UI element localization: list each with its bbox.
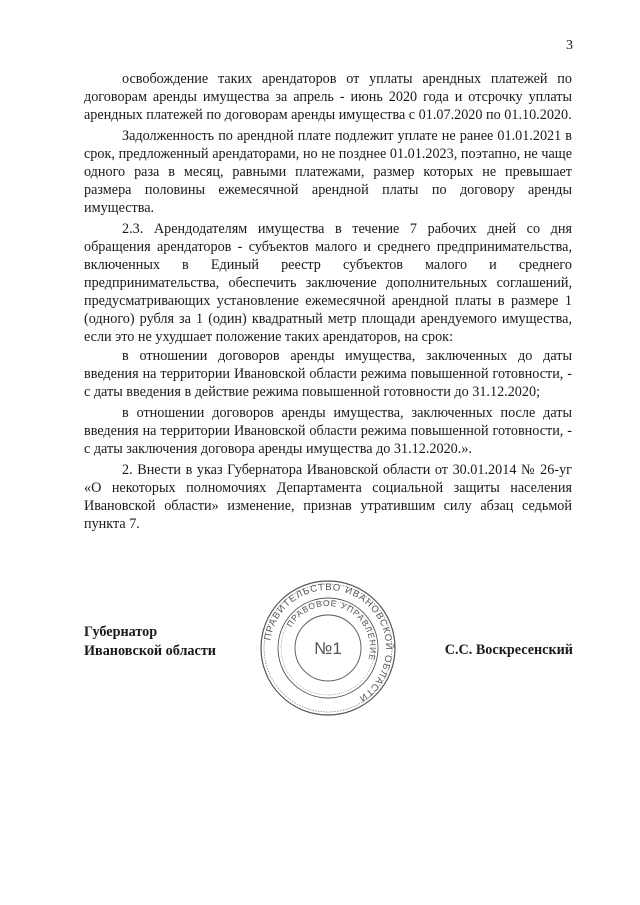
stamp-number: №1 (314, 639, 342, 658)
paragraph: в отношении договоров аренды имущества, заключенных до даты введения на территории Ивановской области режима повышенной готовности, - с даты введения в действие режима повышенной готовности до 31.12.2020; (84, 347, 572, 400)
document-body (84, 70, 572, 533)
signatory-title-line: Губернатор (84, 624, 158, 640)
paragraph: в отношении договоров аренды имущества, заключенных после даты введения на территории Ивановской области режима повышенной готовности, - с даты заключения договора аренды имущества до 31.12.2020.». (84, 404, 572, 457)
paragraph: 2. Внести в указ Губернатора Ивановской области от 30.01.2014 № 26-уг «О некоторых полномочиях Департамента социальной защиты населения Ивановской области» изменение, признав утратившим силу абзац седьмой пункта 7. (84, 461, 572, 532)
signatory-name: С.С. Воскресенский (444, 642, 573, 658)
official-stamp (258, 578, 398, 718)
page-number: 3 (566, 38, 573, 53)
signatory-title-line: Ивановской области (84, 643, 216, 659)
signatory-title (84, 623, 216, 661)
stamp-inner-text: ПРАВОВОЕ УПРАВЛЕНИЕ (284, 597, 379, 663)
paragraph: 2.3. Арендодателям имущества в течение 7 рабочих дней со дня обращения арендаторов - субъектов малого и среднего предпринимательства, включенных в Единый реестр субъектов малого и среднего предпринимательства, обеспечить заключение дополнительных соглашений, предусматривающих установление ежемесячной арендной платы в размере 1 (одного) рубля за 1 (один) квадратный метр площади арендуемого имущества, если это не ухудшает положение таких арендаторов, на срок: (84, 221, 572, 345)
paragraph: Задолженность по арендной плате подлежит уплате не ранее 01.01.2021 в срок, предложенный арендаторами, но не позднее 01.01.2023, поэтапно, не чаще одного раза в месяц, равными платежами, размер которых не превышает размера половины ежемесячной арендной платы по договору аренды имущества. (84, 128, 572, 216)
paragraph: освобождение таких арендаторов от уплаты арендных платежей по договорам аренды имущества за апрель - июнь 2020 года и отсрочку уплаты арендных платежей по договорам аренды имущества с 01.07.2020 по 01.10.2020. (84, 71, 572, 123)
stamp-outer-text: ПРАВИТЕЛЬСТВО ИВАНОВСКОЙ ОБЛАСТИ (262, 581, 395, 705)
